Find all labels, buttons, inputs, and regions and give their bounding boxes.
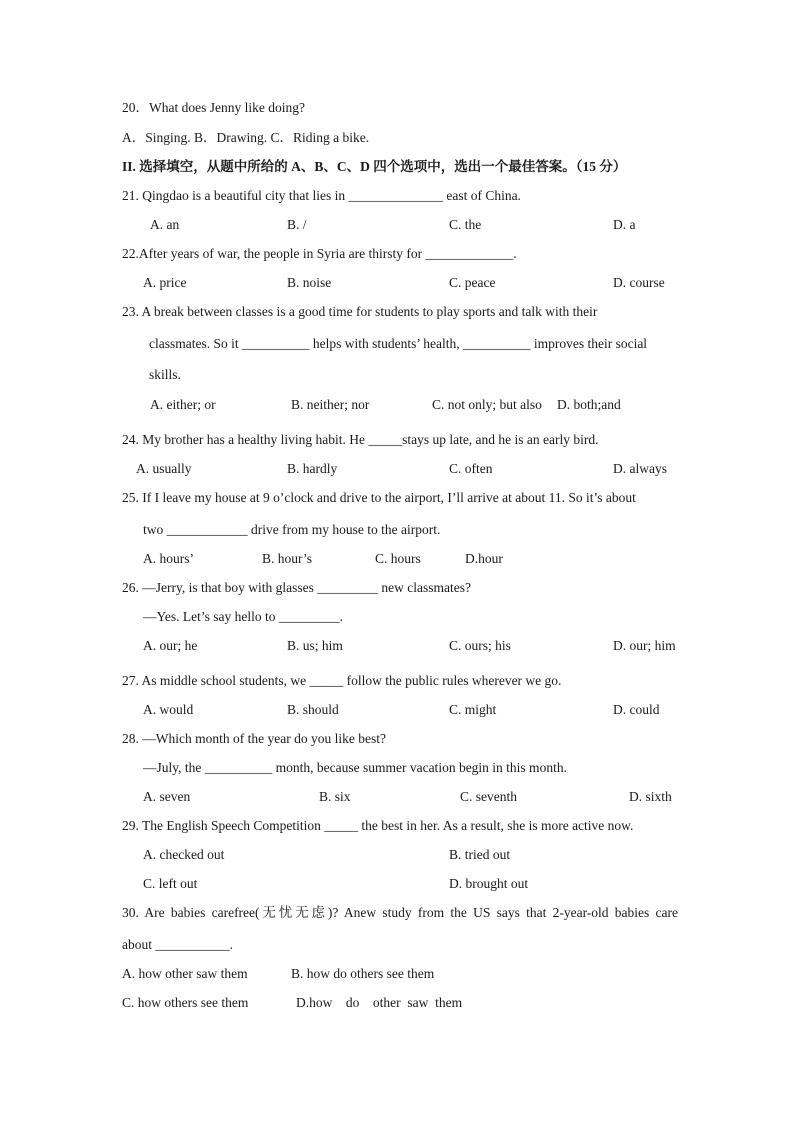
question-22-option-b: B. noise	[287, 275, 332, 290]
question-21-option-a: A. an	[150, 217, 180, 232]
question-27-stem: 27. As middle school students, we _____ follow the public rules wherever we go.	[122, 673, 562, 688]
question-23-stem-line1: 23. A break between classes is a good time for students to play sports and talk with their	[122, 304, 598, 319]
question-28-stem-line1: 28. —Which month of the year do you like best?	[122, 731, 386, 746]
question-22-option-c: C. peace	[449, 275, 496, 290]
question-26-option-a: A. our; he	[143, 638, 198, 653]
question-30-option-a: A. how other saw them	[122, 966, 248, 981]
question-25-option-a: A. hours’	[143, 551, 194, 566]
question-21-stem: 21. Qingdao is a beautiful city that lies in ______________ east of China.	[122, 188, 521, 203]
question-23-option-d: D. both;and	[557, 397, 621, 412]
question-24-stem: 24. My brother has a healthy living habit. He _____stays up late, and he is an early bird.	[122, 432, 599, 447]
question-26-stem-line1: 26. —Jerry, is that boy with glasses _________ new classmates?	[122, 580, 471, 595]
question-28-option-d: D. sixth	[629, 789, 672, 804]
question-23-option-a: A. either; or	[150, 397, 216, 412]
question-27-option-b: B. should	[287, 702, 339, 717]
question-28-option-c: C. seventh	[460, 789, 517, 804]
question-21-option-b: B. /	[287, 217, 307, 232]
question-27-option-a: A. would	[143, 702, 194, 717]
question-25-option-b: B. hour’s	[262, 551, 313, 566]
question-29-stem: 29. The English Speech Competition _____ the best in her. As a result, she is more active now.	[122, 818, 634, 833]
question-30-option-c: C. how others see them	[122, 995, 249, 1010]
question-24-option-c: C. often	[449, 461, 493, 476]
question-30-stem-line1: 30. Are babies carefree(无忧无虑)? Anew study from the US says that 2-year-old babies care	[122, 905, 678, 920]
question-20-options: A．Singing. B．Drawing. C．Riding a bike.	[122, 130, 370, 145]
question-30-option-d: D.how do other saw them	[296, 995, 463, 1010]
question-23-option-b: B. neither; nor	[291, 397, 370, 412]
question-29-option-b: B. tried out	[449, 847, 511, 862]
question-22-option-d: D. course	[613, 275, 665, 290]
question-24-option-a: A. usually	[136, 461, 192, 476]
question-28-option-a: A. seven	[143, 789, 191, 804]
question-29-option-a: A. checked out	[143, 847, 225, 862]
question-29-option-c: C. left out	[143, 876, 198, 891]
question-25-stem-line1: 25. If I leave my house at 9 o’clock and drive to the airport, I’ll arrive at about 11. So it’s about	[122, 490, 636, 505]
question-22-option-a: A. price	[143, 275, 187, 290]
question-20-stem: 20．What does Jenny like doing?	[122, 100, 305, 115]
question-21-option-d: D. a	[613, 217, 636, 232]
question-25-stem-line2: two ____________ drive from my house to the airport.	[143, 522, 441, 537]
question-26-option-c: C. ours; his	[449, 638, 511, 653]
question-23-stem-line2: classmates. So it __________ helps with students’ health, __________ improves their social	[149, 336, 648, 351]
section-2-heading: II. 选择填空，从题中所给的 A、B、C、D 四个选项中，选出一个最佳答案。（15 分）	[122, 159, 627, 174]
question-30-option-b: B. how do others see them	[291, 966, 435, 981]
question-28-stem-line2: —July, the __________ month, because summer vacation begin in this month.	[143, 760, 567, 775]
question-28-option-b: B. six	[319, 789, 351, 804]
question-22-stem: 22.After years of war, the people in Syria are thirsty for _____________.	[122, 246, 517, 261]
question-23-stem-line3: skills.	[149, 367, 181, 382]
question-25-option-d: D.hour	[465, 551, 503, 566]
question-25-option-c: C. hours	[375, 551, 421, 566]
question-26-stem-line2: —Yes. Let’s say hello to _________.	[143, 609, 344, 624]
question-26-option-b: B. us; him	[287, 638, 343, 653]
question-27-option-c: C. might	[449, 702, 497, 717]
question-29-option-d: D. brought out	[449, 876, 529, 891]
question-23-option-c: C. not only; but also	[432, 397, 542, 412]
question-26-option-d: D. our; him	[613, 638, 676, 653]
question-27-option-d: D. could	[613, 702, 660, 717]
question-30-stem-line2: about ___________.	[122, 937, 233, 952]
question-21-option-c: C. the	[449, 217, 482, 232]
question-24-option-d: D. always	[613, 461, 667, 476]
question-24-option-b: B. hardly	[287, 461, 338, 476]
